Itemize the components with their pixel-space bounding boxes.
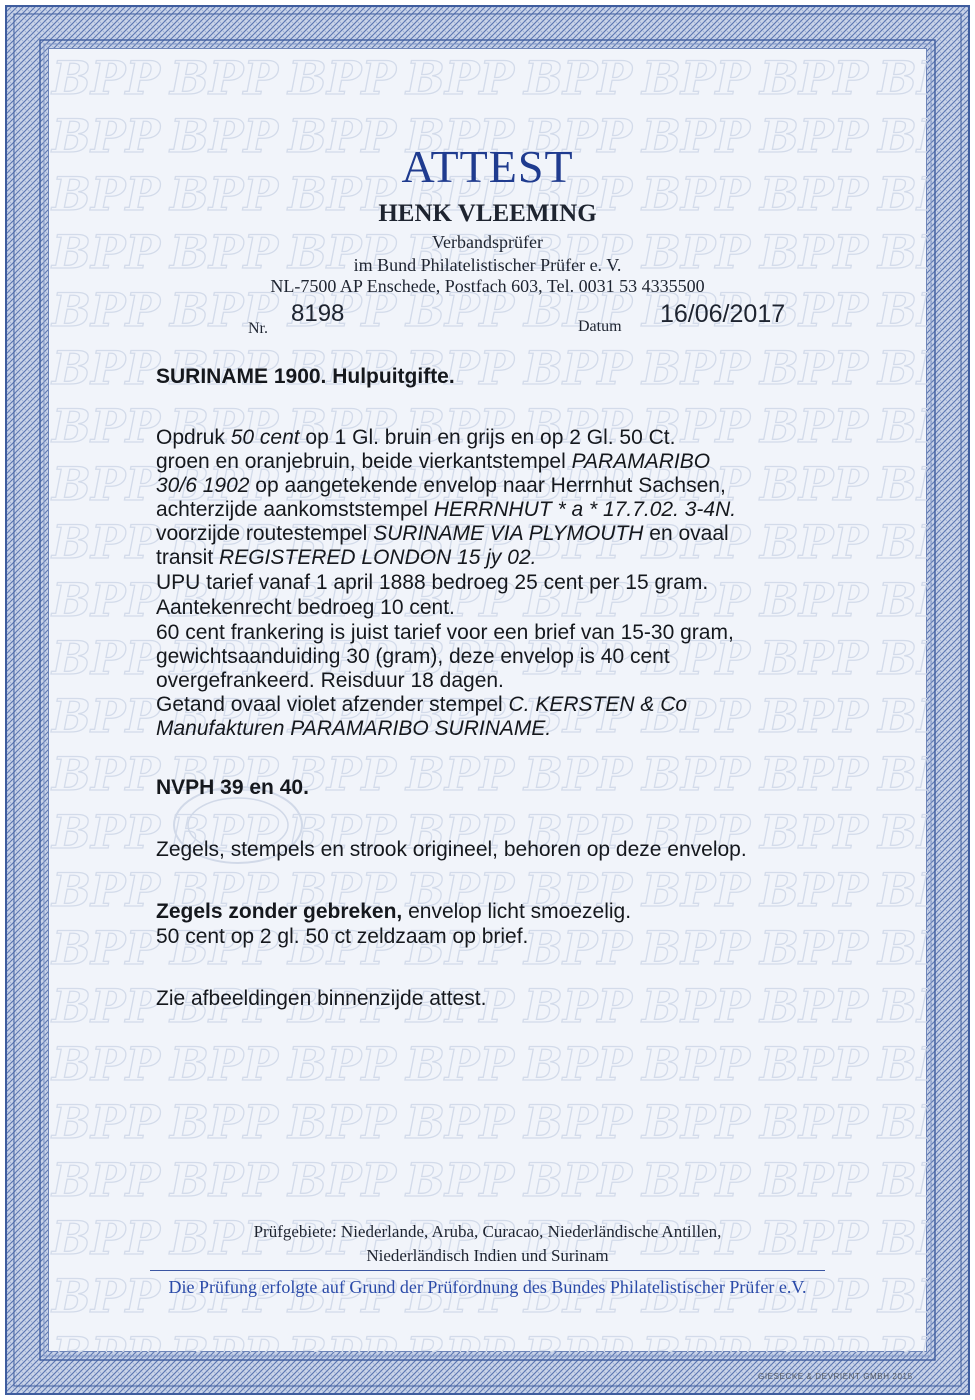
examiner-role: Verbandsprüfer — [432, 232, 543, 252]
printer-imprint: GIESECKE & DEVRIENT GMBH 2015 — [758, 1372, 913, 1381]
description-line: Opdruk 50 cent op 1 Gl. bruin en grijs en op 2 Gl. 50 Ct. — [156, 426, 676, 449]
description-line: overgefrankeerd. Reisduur 18 dagen. — [156, 669, 504, 692]
description-line: groen en oranjebruin, beide vierkantstempel PARAMARIBO — [156, 450, 711, 473]
legal-notice: Die Prüfung erfolgte auf Grund der Prüfordnung des Bundes Philatelistischer Prüfer e.V. — [168, 1277, 807, 1297]
description-line: achterzijde aankomststempel HERRNHUT * a * 17.7.02. 3-4N. — [156, 498, 737, 521]
certificate-number-label: Nr. — [248, 320, 268, 337]
description-line: UPU tarief vanaf 1 april 1888 bedroeg 25 cent per 15 gram. — [156, 571, 709, 594]
description-line: Getand ovaal violet afzender stempel C. KERSTEN & Co — [156, 693, 688, 716]
images-note: Zie afbeeldingen binnenzijde attest. — [156, 987, 487, 1010]
catalogue-reference: NVPH 39 en 40. — [156, 776, 309, 799]
rarity-statement: 50 cent op 2 gl. 50 ct zeldzaam op brief. — [156, 925, 529, 948]
date-label: Datum — [578, 318, 622, 335]
description-line: voorzijde routestempel SURINAME VIA PLYMOUTH en ovaal — [156, 522, 729, 545]
authenticity-statement: Zegels, stempels en strook origineel, behoren op deze envelop. — [156, 838, 747, 861]
examiner-name: HENK VLEEMING — [378, 200, 597, 227]
description-line: Aantekenrecht bedroeg 10 cent. — [156, 596, 455, 619]
certificate-date: 16/06/2017 — [660, 300, 786, 328]
description-line: transit REGISTERED LONDON 15 jy 02. — [156, 546, 537, 569]
examiner-association: im Bund Philatelistischer Prüfer e. V. — [353, 255, 622, 275]
description-line: Manufakturen PARAMARIBO SURINAME. — [156, 717, 552, 740]
footer-divider — [150, 1270, 825, 1271]
certificate-number: 8198 — [291, 300, 345, 327]
attest-title: ATTEST — [401, 141, 574, 192]
examination-regions: Niederländisch Indien und Surinam — [366, 1246, 609, 1265]
issue-heading: SURINAME 1900. Hulpuitgifte. — [156, 365, 455, 388]
description-line: gewichtsaanduiding 30 (gram), deze envelop is 40 cent — [156, 645, 670, 668]
description-line: 60 cent frankering is juist tarief voor een brief van 15-30 gram, — [156, 621, 734, 644]
description-line: 30/6 1902 op aangetekende envelop naar Herrnhut Sachsen, — [156, 474, 726, 497]
examination-regions: Prüfgebiete: Niederlande, Aruba, Curacao, Niederländische Antillen, — [253, 1222, 722, 1241]
examiner-address: NL-7500 AP Enschede, Postfach 603, Tel. 0031 53 4335500 — [270, 276, 705, 296]
condition-statement: Zegels zonder gebreken, envelop licht smoezelig. — [156, 900, 632, 923]
